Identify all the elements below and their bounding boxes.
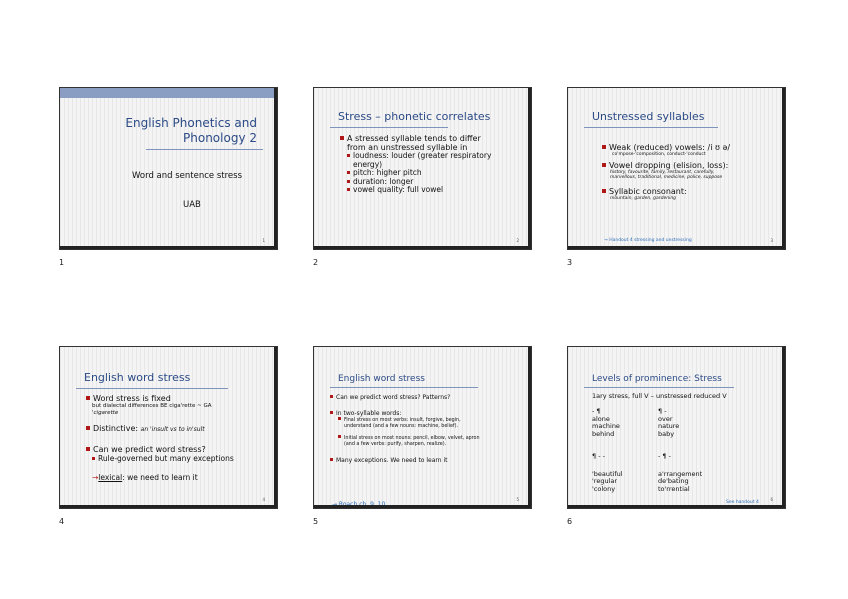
title-rule <box>330 127 448 128</box>
title-rule <box>146 149 263 150</box>
slide-3[interactable] <box>567 87 786 250</box>
slide-number: 1 <box>59 258 65 267</box>
slide-number: 3 <box>567 258 573 267</box>
bullet-list: A stressed syllable tends to differ from an unstressed syllable in loudness: louder (greater respiratory energy) pitch: higher pitch duration: longer vowel quality: full vowel <box>340 134 491 195</box>
slide-title: Unstressed syllables <box>592 110 705 123</box>
slide-4[interactable] <box>59 346 278 509</box>
slide-title: English Phonetics and Phonology 2 <box>125 116 257 145</box>
page-number: 4 <box>262 497 265 502</box>
page-number: 5 <box>516 497 519 502</box>
group-three-syllable-medial: - ¶ - a'rrangement de'bating to'rrential <box>658 452 703 493</box>
handout-link[interactable]: See handout 4 <box>726 500 759 505</box>
slide-title: Levels of prominence: Stress <box>592 374 722 384</box>
bullet-list: Can we predict word stress? Patterns? In two-syllable words: Final stress on most verbs: insult, forgive, begin, understand (and a few nouns: machine, belief). Initial stress on most nouns: pencil, elbow, velvet, apron (and a few verbs: purify, sharpen, realize). Many exceptions. We need to learn it <box>330 394 480 464</box>
slide-org: UAB <box>183 200 201 210</box>
title-rule <box>330 387 478 388</box>
group-final-stress: - ¶ alone machine behind <box>592 407 620 438</box>
page-number: 1 <box>262 238 265 243</box>
slide-number: 2 <box>313 258 319 267</box>
slide-6[interactable] <box>567 346 786 509</box>
bullet-list: Weak (reduced) vowels: /i ʊ ə/ co'mpose-'composition, conduct-'conduct Vowel dropping (elision, loss): history, favourite, family, restaurant, carefully, marvellous, traditional, medicine, police, suppose Syllabic consonant: mountain, garden, gardening <box>602 143 730 201</box>
bullet-list: Word stress is fixed but dialectal differences BE ciga'rette ~ GA 'cigarette Distinctive: an 'insult vs to in'sult Can we predict word stress? Rule-governed but many exceptions →lexical: we need to learn it <box>86 394 234 482</box>
intro-text: 1ary stress, full V – unstressed reduced V <box>592 392 727 400</box>
slide-number: 6 <box>567 517 573 526</box>
group-three-syllable-initial: ¶ - - 'beautiful 'regular 'colony <box>592 452 623 493</box>
slide-1[interactable] <box>59 87 278 250</box>
handout-link[interactable]: → Handout 4 stressing and unstressing <box>604 238 692 243</box>
page-number: 3 <box>770 238 773 243</box>
slide-2[interactable] <box>313 87 532 250</box>
title-rule <box>76 388 228 389</box>
slide-subtitle: Word and sentence stress <box>132 171 242 181</box>
slide-5[interactable] <box>313 346 532 509</box>
slide-header-bar <box>60 88 277 98</box>
slide-title: Stress – phonetic correlates <box>338 110 491 123</box>
slide-title: English word stress <box>84 371 191 384</box>
slide-number: 4 <box>59 517 65 526</box>
group-initial-stress: ¶ - over nature baby <box>658 407 680 438</box>
page-number: 2 <box>516 238 519 243</box>
title-rule <box>584 387 734 388</box>
slide-number: 5 <box>313 517 319 526</box>
page-number: 6 <box>770 497 773 502</box>
title-rule <box>584 127 718 128</box>
slide-title: English word stress <box>338 374 425 384</box>
